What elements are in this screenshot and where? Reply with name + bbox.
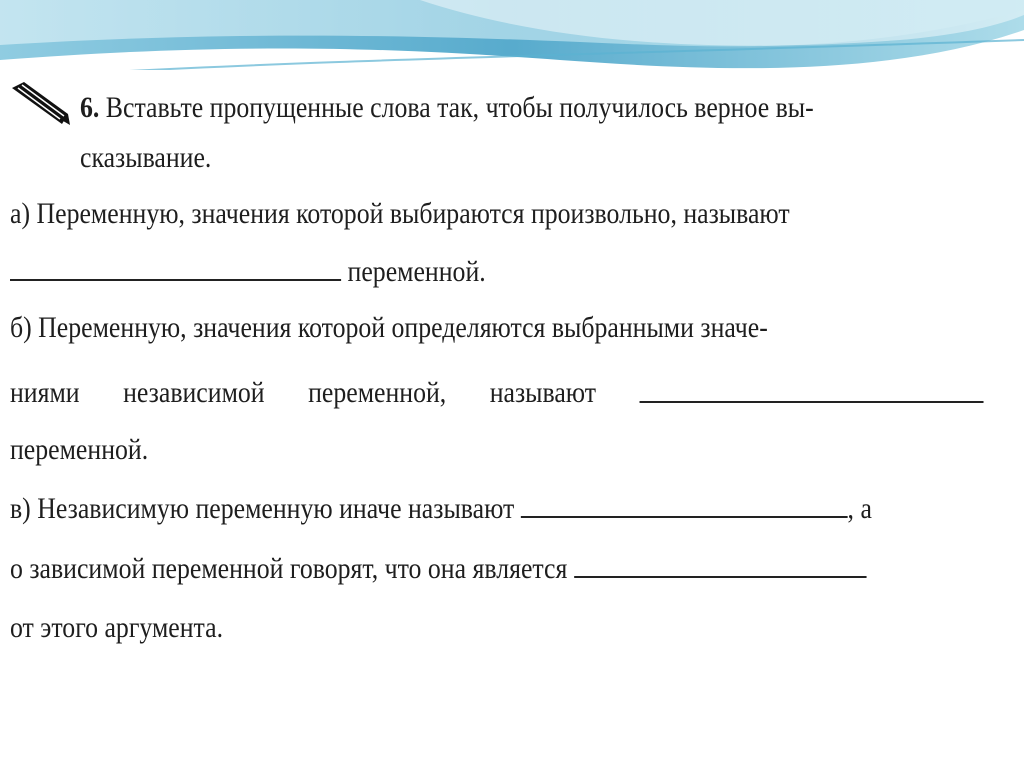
item-c-line1-end: , а: [847, 492, 872, 525]
item-b-word: ниями: [10, 376, 80, 409]
task-instruction-line1: Вставьте пропущенные слова так, чтобы получилось верное вы-: [105, 91, 814, 124]
item-b-word: независимой: [123, 376, 265, 409]
item-a-line2: [10, 253, 849, 289]
item-a-line2-text: переменной.: [347, 255, 486, 288]
answer-blank-c2[interactable]: [574, 550, 866, 578]
item-c-line1-text: в) Независимую переменную иначе называют: [10, 492, 515, 525]
item-c-line3: от этого аргумента.: [10, 611, 224, 644]
pencil-icon: [8, 78, 72, 126]
task-instruction-line2: сказывание.: [80, 141, 212, 174]
item-c-line1: [10, 490, 872, 526]
item-c-line2: [10, 550, 849, 586]
item-a-line1: а) Переменную, значения которой выбираются произвольно, называют: [10, 197, 790, 230]
task-heading: [80, 90, 858, 126]
answer-blank-c1[interactable]: [521, 490, 848, 518]
item-b-word: называют: [489, 376, 597, 409]
item-b-line3: переменной.: [10, 433, 149, 466]
item-b-line1: б) Переменную, значения которой определяются выбранными значе-: [10, 311, 768, 344]
answer-blank-a[interactable]: [10, 253, 341, 281]
answer-blank-b[interactable]: [640, 375, 984, 403]
task-number: 6.: [80, 91, 100, 124]
item-b-word: переменной,: [308, 376, 447, 409]
item-c-line2-text: о зависимой переменной говорят, что она является: [10, 552, 568, 585]
item-b-line2: [10, 375, 984, 411]
